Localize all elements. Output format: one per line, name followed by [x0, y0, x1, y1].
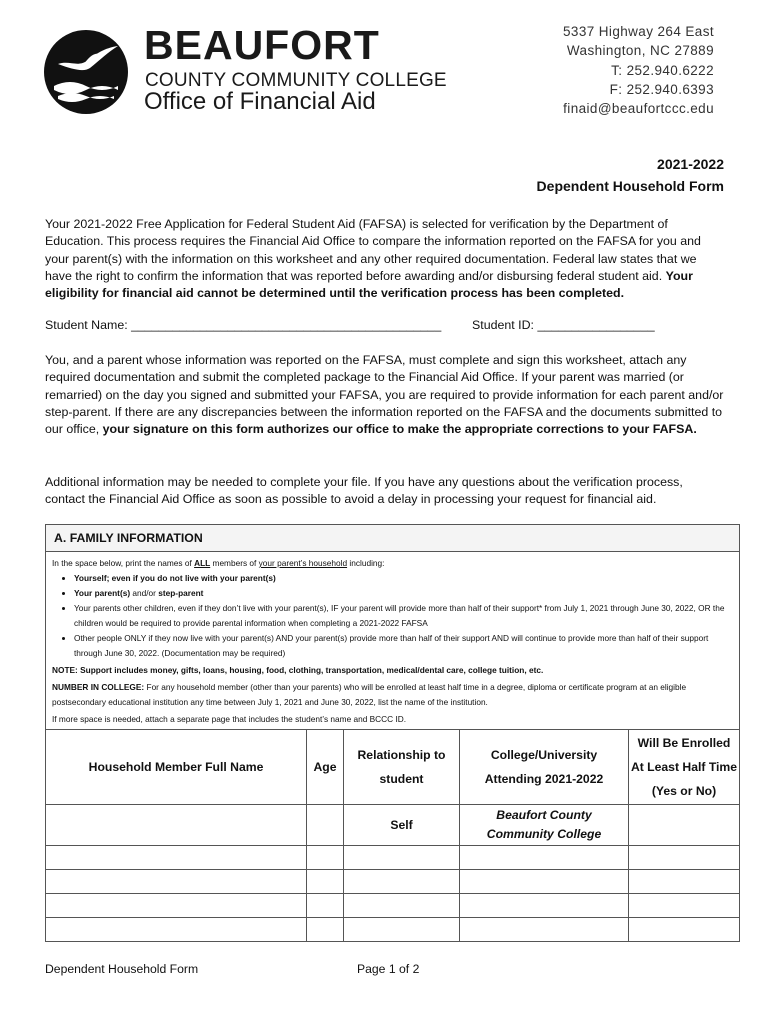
more-space-note: If more space is needed, attach a separate page that includes the student’s name and BCCC ID.: [52, 714, 407, 724]
family-information-table: [45, 524, 740, 942]
col-header-enrolled: Will Be Enrolled At Least Half Time (Yes or No): [629, 730, 740, 805]
college-cell: Beaufort County Community College: [460, 805, 629, 846]
list-item: • Your parent(s) and/or step-parent: [74, 586, 733, 601]
age-input-cell[interactable]: [307, 918, 344, 942]
college-input-cell[interactable]: [460, 918, 629, 942]
college-input-cell[interactable]: [460, 894, 629, 918]
col-header-name: Household Member Full Name: [46, 730, 307, 805]
section-instructions: [46, 552, 740, 730]
relationship-cell: Self: [344, 805, 460, 846]
support-note: NOTE: Support includes money, gifts, loans, housing, food, clothing, transportation, medical/dental care, college tuition, etc.: [52, 665, 544, 675]
intro-text: Your 2021-2022 Free Application for Federal Student Aid (FAFSA) is selected for verification by the Department of Education. This process requires the Financial Aid Office to compare the information reported on the FAFSA for you and your parent(s) with the information on this worksheet and any other required documentation. Federal law states that we have the right to confirm the information that was reported before awarding and/or disbursing federal student aid.: [45, 217, 701, 283]
list-item: • Your parents other children, even if they don’t live with your parent(s), IF your parent will provide more than half of their support* from July 1, 2021 through June 30, 2022, OR the children would be required to provide parental information when completing a 2021-2022 FAFSA: [74, 601, 733, 631]
intro-paragraph: [45, 216, 725, 302]
table-row: [46, 846, 740, 870]
section-heading: A. FAMILY INFORMATION: [46, 525, 740, 552]
enrolled-input-cell[interactable]: [629, 918, 740, 942]
instructions-intro: In the space below, print the names of ALL members of your parent’s household including:: [52, 558, 385, 568]
intro-bold: Your eligibility for financial aid cannot be determined until the verification process has been completed.: [45, 268, 693, 301]
form-title: Dependent Household Form: [536, 178, 724, 194]
table-row: [46, 894, 740, 918]
col-header-college: College/University Attending 2021-2022: [460, 730, 629, 805]
college-input-cell[interactable]: [460, 870, 629, 894]
age-input-cell[interactable]: [307, 870, 344, 894]
page-number: Page 1 of 2: [357, 962, 420, 976]
enrolled-input-cell[interactable]: [629, 846, 740, 870]
age-input-cell[interactable]: [307, 805, 344, 846]
relationship-input-cell[interactable]: [344, 846, 460, 870]
table-row: [46, 918, 740, 942]
enrolled-input-cell[interactable]: [629, 870, 740, 894]
student-id-field[interactable]: Student ID: _________________: [472, 318, 655, 332]
relationship-input-cell[interactable]: [344, 870, 460, 894]
college-logo: [44, 30, 128, 114]
additional-info-paragraph: Additional information may be needed to complete your file. If you have any questions about the verification process, contact the Financial Aid Office as soon as possible to avoid a delay in processing your request for financial aid.: [45, 475, 683, 507]
name-input-cell[interactable]: [46, 918, 307, 942]
household-criteria-list: [52, 571, 733, 661]
name-input-cell[interactable]: [46, 894, 307, 918]
instructions-paragraph: [45, 352, 725, 438]
phone-line: T: 252.940.6222: [611, 63, 714, 78]
name-input-cell[interactable]: [46, 870, 307, 894]
student-name-field[interactable]: Student Name: _____________________________________________: [45, 318, 442, 332]
form-year: 2021-2022: [657, 156, 724, 172]
age-input-cell[interactable]: [307, 894, 344, 918]
email-line[interactable]: finaid@beaufortccc.edu: [563, 101, 714, 116]
brand-office: Office of Financial Aid: [144, 88, 376, 115]
footer-form-name: Dependent Household Form: [45, 962, 199, 976]
relationship-input-cell[interactable]: [344, 894, 460, 918]
number-in-college: NUMBER IN COLLEGE: For any household member (other than your parents) who will be enrolled at least half time in a degree, diploma or certificate program at an eligible postsecondary educational institution any time between July 1, 2021 and June 30, 2022, list the name of the institution.: [52, 682, 687, 707]
enrolled-input-cell[interactable]: [629, 894, 740, 918]
col-header-relationship: Relationship to student: [344, 730, 460, 805]
col-header-age: Age: [307, 730, 344, 805]
fax-line: F: 252.940.6393: [609, 82, 714, 97]
enrolled-input-cell[interactable]: [629, 805, 740, 846]
brand-subtitle: COUNTY COMMUNITY COLLEGE: [145, 70, 447, 91]
age-input-cell[interactable]: [307, 846, 344, 870]
name-input-cell[interactable]: [46, 805, 307, 846]
table-row: [46, 870, 740, 894]
list-item: • Other people ONLY if they now live with your parent(s) AND your parent(s) provide more than half of their support AND will continue to provide more than half of their support through June 30, 2022. (Documentation may be required): [74, 631, 733, 661]
list-item: • Yourself; even if you do not live with your parent(s): [74, 571, 733, 586]
para2-bold: your signature on this form authorizes our office to make the appropriate corrections to your FAFSA.: [102, 422, 697, 437]
college-input-cell[interactable]: [460, 846, 629, 870]
name-input-cell[interactable]: [46, 846, 307, 870]
brand-main: BEAUFORT: [144, 22, 380, 68]
relationship-input-cell[interactable]: [344, 918, 460, 942]
table-row: [46, 805, 740, 846]
para2-text: You, and a parent whose information was reported on the FAFSA, must complete and sign this worksheet, attach any required documentation and submit the completed package to the Financial Aid Office. If your parent was married (or remarried) on the day you signed and submitted your FAFSA, you are required to provide information for each parent and/or step-parent. If there are any discrepancies between the information reported on the FAFSA and the documents submitted to our office,: [45, 353, 724, 437]
city-line: Washington, NC 27889: [566, 43, 714, 58]
address-line: 5337 Highway 264 East: [563, 24, 714, 39]
